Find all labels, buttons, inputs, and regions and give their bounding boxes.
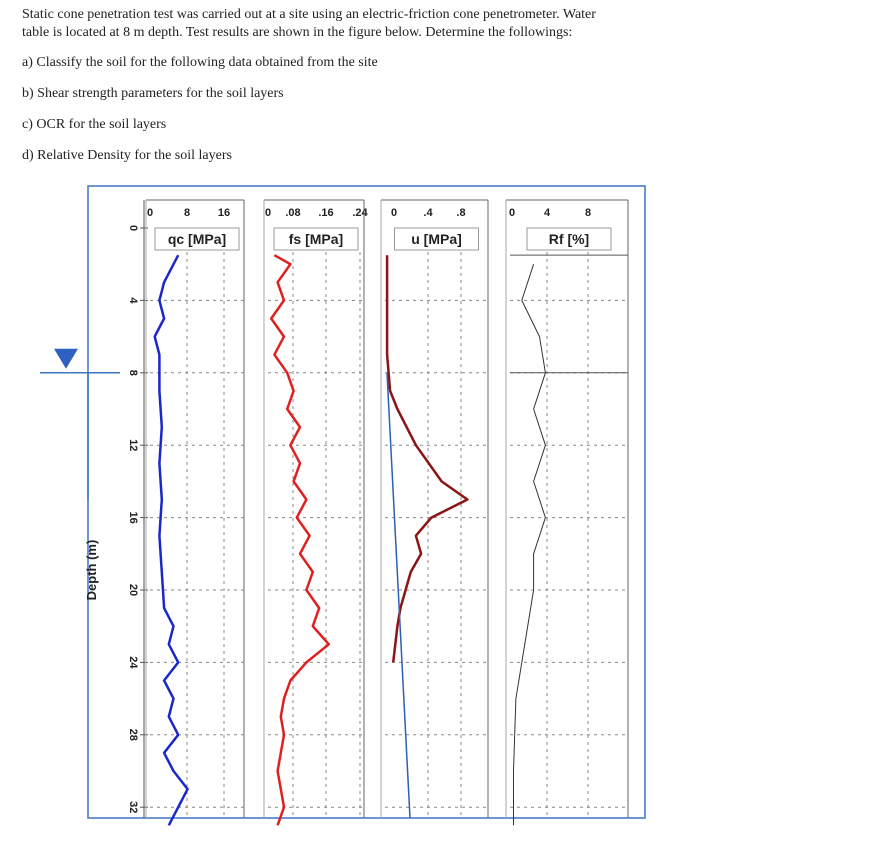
panel-tick-label: 8 — [584, 207, 592, 219]
panel-header-label: u [MPa] — [411, 231, 462, 247]
panel-header-label: Rf [%] — [548, 231, 590, 247]
depth-tick-label: 32 — [127, 801, 139, 814]
cpt-panels — [146, 200, 628, 825]
panel-header-label: fs [MPa] — [288, 231, 344, 247]
series-line-4 — [514, 264, 546, 825]
depth-tick-label: 24 — [127, 656, 139, 669]
panel-tick-label: 16 — [217, 207, 231, 219]
panel-tick-label: .08 — [285, 207, 301, 219]
problem-statement — [22, 6, 872, 42]
hydrostatic-line — [387, 373, 410, 818]
problem-intro-line-1: Static cone penetration test was carried out at a site using an electric-friction cone penetrometer. Water — [22, 7, 596, 22]
series-line-1 — [155, 255, 188, 825]
panel-tick-label: 8 — [183, 207, 191, 219]
series-line-2 — [271, 255, 329, 825]
depth-axis — [127, 200, 148, 818]
depth-tick-label: 20 — [127, 583, 139, 597]
depth-tick-label: 16 — [127, 511, 139, 524]
depth-tick-label: 8 — [127, 369, 139, 376]
problem-intro-line-2: table is located at 8 m depth. Test results are shown in the figure below. Determine the followings: — [22, 25, 573, 40]
question-b: b) Shear strength parameters for the soil layers — [22, 86, 284, 101]
cpt-figure — [0, 180, 890, 849]
panel-header-label: qc [MPa] — [167, 231, 227, 247]
panel-tick-label: .8 — [456, 207, 466, 219]
depth-tick-label: 28 — [127, 728, 139, 741]
panel-tick-label: 0 — [146, 207, 154, 219]
water-table-triangle-icon — [54, 349, 78, 369]
panel-tick-label: 0 — [264, 207, 272, 219]
question-a: a) Classify the soil for the following data obtained from the site — [22, 55, 378, 70]
depth-tick-label: 0 — [127, 224, 139, 232]
panel-tick-label: 0 — [390, 207, 398, 219]
depth-tick-label: 12 — [127, 439, 139, 452]
water-table-marker — [40, 349, 120, 500]
panel-3 — [381, 200, 488, 818]
panel-2 — [264, 200, 369, 825]
depth-tick-label: 4 — [127, 297, 139, 304]
panel-tick-label: .24 — [352, 207, 368, 219]
panel-1 — [146, 200, 244, 825]
panel-tick-label: .16 — [318, 207, 334, 219]
panel-tick-label: 0 — [508, 207, 516, 219]
panel-tick-label: .4 — [423, 207, 433, 219]
panel-4 — [506, 200, 628, 825]
panel-tick-label: 4 — [543, 207, 551, 219]
question-c: c) OCR for the soil layers — [22, 117, 167, 132]
question-d: d) Relative Density for the soil layers — [22, 148, 232, 163]
depth-axis-label: Depth (m) — [84, 539, 99, 601]
